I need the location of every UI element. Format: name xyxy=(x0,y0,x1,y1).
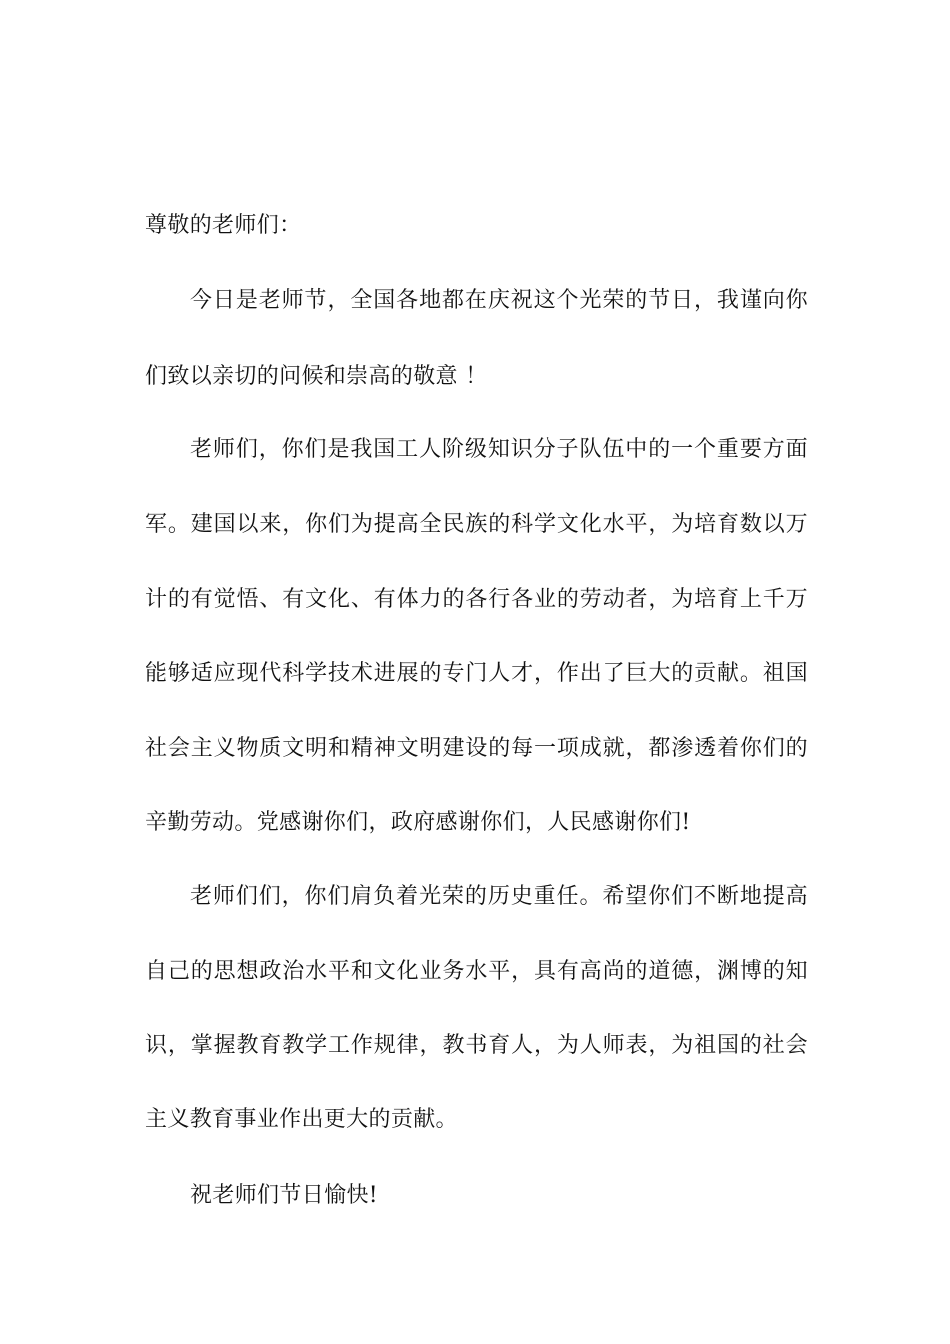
paragraph-2-line-5: 社会主义物质文明和精神文明建设的每一项成就，都渗透着你们的 xyxy=(145,736,808,761)
paragraph-2-line-3: 计的有觉悟、有文化、有体力的各行各业的劳动者，为培育上千万 xyxy=(145,587,808,612)
paragraph-3-line-1: 老师们们，你们肩负着光荣的历史重任。希望你们不断地提高 xyxy=(190,884,808,909)
paragraph-3-line-3: 识，掌握教育教学工作规律，教书育人，为人师表，为祖国的社会 xyxy=(145,1033,808,1058)
paragraph-1-line-1: 今日是老师节，全国各地都在庆祝这个光荣的节日，我谨向你 xyxy=(190,288,808,313)
paragraph-2-line-4: 能够适应现代科学技术进展的专门人才，作出了巨大的贡献。祖国 xyxy=(145,661,808,686)
paragraph-2-line-6: 辛勤劳动。党感谢你们，政府感谢你们，人民感谢你们! xyxy=(145,810,691,835)
paragraph-3-line-4: 主义教育事业作出更大的贡献。 xyxy=(145,1107,458,1132)
closing-wish: 祝老师们节日愉快! xyxy=(190,1183,378,1208)
paragraph-2-line-1: 老师们，你们是我国工人阶级知识分子队伍中的一个重要方面 xyxy=(190,437,808,462)
paragraph-2-line-2: 军。建国以来，你们为提高全民族的科学文化水平，为培育数以万 xyxy=(145,512,808,537)
paragraph-1-line-2: 们致以亲切的问候和崇高的敬意 ！ xyxy=(145,364,488,389)
paragraph-3-line-2: 自己的思想政治水平和文化业务水平，具有高尚的道德，渊博的知 xyxy=(145,959,808,984)
salutation: 尊敬的老师们： xyxy=(145,213,302,238)
